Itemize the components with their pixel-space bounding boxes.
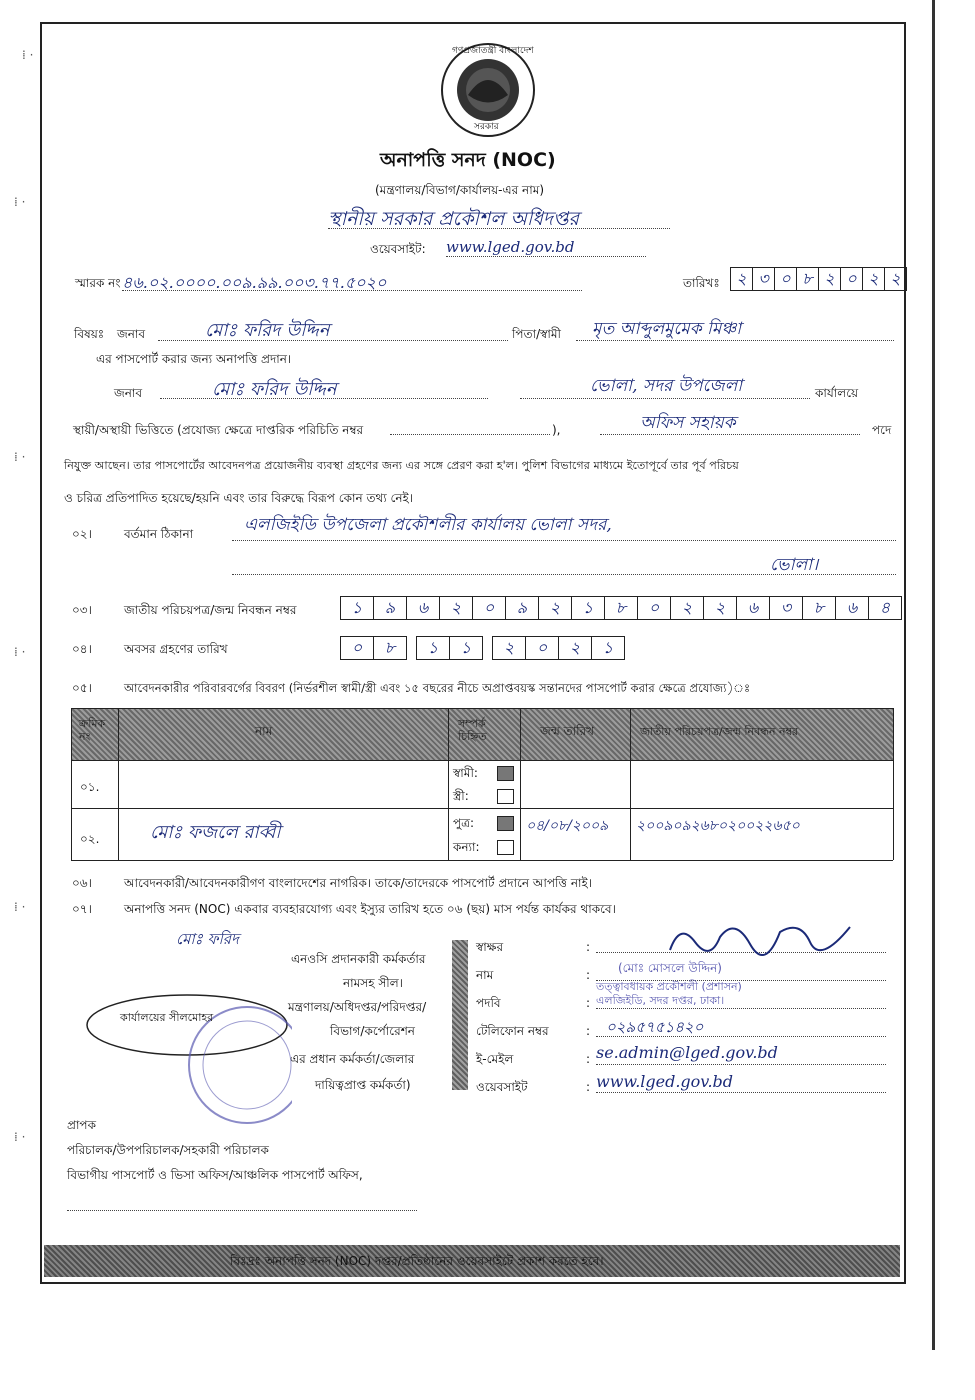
binder-mark: ⁞ ·	[14, 450, 26, 464]
issuer-note: মোঃ ফরিদ	[176, 930, 239, 948]
binder-mark: ⁞ ·	[14, 645, 26, 659]
nid-digit-box: ২	[439, 596, 473, 620]
subject-label: বিষয়ঃ	[74, 327, 105, 341]
dotted-line	[390, 434, 550, 435]
address-line-1: এলজিইডি উপজেলা প্রকৌশলীর কার্যালয় ভোলা সদর,	[244, 515, 612, 535]
table-line	[71, 808, 893, 809]
footer-note: বিঃদ্রঃ অনাপত্তি সনদ (NOC) দপ্তর/প্রতিষ্ঠানের ওয়েবসাইটে প্রকাশ করতে হবে।	[230, 1254, 604, 1268]
binder-mark: ⁞ ·	[14, 1130, 26, 1144]
date-digit-box: ২	[730, 267, 753, 291]
nid-digit-box: ২	[670, 596, 704, 620]
memo-label: স্মারক নং	[75, 276, 121, 290]
dotted-line	[158, 340, 508, 341]
father-name: মৃত আব্দুলমুমেক মিঞ্চা	[592, 319, 742, 339]
family-label: আবেদনকারীর পরিবারবর্গের বিবরণ (নির্ভরশীল স্বামী/স্ত্রী এবং ১৫ বছরের নীচে অপ্রাপ্তবয়স্ক সন্তানদের পাসপোর্ট করার ক্ষেত্রে প্রযোজ্য)ঃ	[124, 681, 751, 695]
nid-digit-box: ৮	[604, 596, 638, 620]
nid-digit-box: ৬	[736, 596, 770, 620]
row2-nid: ২০০৯০৯২৬৮০২০০২২৬৫০	[636, 818, 800, 834]
retirement-date-boxes	[340, 636, 624, 660]
dotted-line	[600, 434, 860, 435]
signature-icon	[660, 912, 860, 962]
row2-dob: ০৪/০৮/২০০৯	[526, 818, 609, 834]
field-divider	[452, 940, 468, 1090]
nid-digit-box: ১	[571, 596, 605, 620]
th-name: নাম	[255, 724, 273, 738]
designation: অফিস সহায়ক	[640, 413, 736, 433]
dotted-line	[520, 398, 810, 399]
org-name: স্থানীয় সরকার প্রকৌশল অধিদপ্তর	[328, 208, 579, 230]
field-label-website: ওয়েবসাইট	[476, 1080, 528, 1094]
table-line	[71, 760, 893, 761]
nid-digit-box: ৩	[769, 596, 803, 620]
recipient-line-2: বিভাগীয় পাসপোর্ট ও ভিসা অফিস/আঞ্চলিক পাসপোর্ট অফিস,	[67, 1168, 363, 1182]
binder-mark: ⁞ ·	[14, 900, 26, 914]
issuer-line-6: দায়িত্বপ্রাপ্ত কর্মকর্তা)	[315, 1078, 411, 1092]
row2-name: মোঃ ফজলে রাব্বী	[150, 822, 281, 843]
retirement-label: অবসর গ্রহণের তারিখ	[124, 642, 228, 656]
colon: :	[586, 1080, 591, 1094]
retirement-digit-box: ২	[492, 636, 526, 660]
field-label-email: ই-মেইল	[476, 1052, 514, 1066]
issue-date-boxes	[730, 267, 906, 291]
colon: :	[586, 940, 591, 954]
issuer-line-5: এর প্রধান কর্মকর্তা/জেলার	[290, 1052, 415, 1066]
colon: :	[586, 996, 591, 1010]
retirement-digit-box: ১	[591, 636, 625, 660]
table-line	[448, 708, 449, 860]
dotted-line	[596, 1092, 886, 1093]
dotted-line	[596, 1064, 886, 1065]
page-title: অনাপত্তি সনদ (NOC)	[380, 149, 556, 171]
office-suffix: কার্যালয়ে	[815, 386, 859, 400]
phone-value: ০২৯৫৭৫১৪২০	[606, 1018, 704, 1036]
clause6-text: আবেদনকারী/আবেদনকারীগণ বাংলাদেশের নাগরিক। তাকে/তাদেরকে পাসপোর্ট প্রদানে আপত্তি নাই।	[124, 876, 593, 890]
date-digit-box: ০	[774, 267, 797, 291]
retirement-digit-box: ০	[525, 636, 559, 660]
recipient-line-1: পরিচালক/উপপরিচালক/সহকারী পরিচালক	[67, 1143, 269, 1157]
nid-digit-box: ২	[538, 596, 572, 620]
recipient-heading: প্রাপক	[67, 1118, 96, 1132]
office-name: ভোলা, সদর উপজেলা	[590, 376, 743, 396]
row1-rel2: স্ত্রী:	[453, 789, 469, 803]
janab-label: জনাব	[117, 327, 146, 341]
nid-digit-box: ২	[703, 596, 737, 620]
nid-boxes	[340, 596, 901, 620]
field-label-phone: টেলিফোন নম্বর	[476, 1024, 549, 1038]
email-value: se.admin@lged.gov.bd	[596, 1043, 778, 1062]
date-digit-box: ২	[884, 267, 907, 291]
nid-digit-box: ৬	[835, 596, 869, 620]
website-label: ওয়েবসাইট:	[370, 242, 426, 256]
dotted-line	[122, 290, 582, 291]
post-suffix: পদে	[872, 423, 892, 437]
field-label-designation: পদবি	[476, 996, 501, 1010]
table-line	[630, 708, 631, 860]
table-line	[71, 708, 893, 709]
colon: :	[586, 968, 591, 982]
dotted-line	[328, 228, 670, 229]
table-line	[71, 860, 893, 861]
id-line-close: ),	[552, 423, 561, 437]
issuer-line-3: মন্ত্রণালয়/অধিদপ্তর/পরিদপ্তর/	[288, 1000, 427, 1014]
office-seal-label: কার্যালয়ের সীলমোহর	[120, 1011, 214, 1024]
clause7-text: অনাপত্তি সনদ (NOC) একবার ব্যবহারযোগ্য এবং ইস্যুর তারিখ হতে ০৬ (ছয়) মাস পর্যন্ত কার্যকর থাকবে।	[124, 902, 616, 916]
daughter-checkbox[interactable]	[497, 840, 514, 855]
table-line	[520, 708, 521, 860]
dotted-line	[576, 340, 894, 341]
husband-checkbox[interactable]	[497, 766, 514, 781]
website-value: www.lged.gov.bd	[446, 238, 575, 256]
issuer-line-4: বিভাগ/কর্পোরেশন	[330, 1024, 415, 1038]
family-num: ০৫।	[72, 681, 92, 695]
nid-digit-box: ৬	[406, 596, 440, 620]
retirement-digit-box: ১	[416, 636, 450, 660]
retirement-digit-box: ০	[340, 636, 374, 660]
seal-top-text: গণপ্রজাতন্ত্রী বাংলাদেশ	[452, 46, 534, 56]
body-line-3: নিযুক্ত আছেন। তার পাসপোর্টের আবেদনপত্র প্রয়োজনীয় ব্যবস্থা গ্রহণের জন্য এর সঙ্গে প্রেরণ করা হ'ল। পুলিশ বিভাগের মাধ্যমে ইতোপূর্বে তার পূর্ব পরিচয়	[64, 459, 739, 472]
clause6-num: ০৬।	[72, 876, 92, 890]
nid-digit-box: ০	[472, 596, 506, 620]
retirement-digit-box: ১	[449, 636, 483, 660]
nid-digit-box: ৮	[802, 596, 836, 620]
dotted-line	[232, 540, 896, 541]
date-digit-box: ২	[818, 267, 841, 291]
date-digit-box: ০	[840, 267, 863, 291]
address-line-2: ভোলা।	[770, 555, 819, 575]
id-line-prefix: স্থায়ী/অস্থায়ী ভিত্তিতে (প্রযোজ্য ক্ষেত্রে দাপ্তরিক পরিচিতি নম্বর	[73, 423, 364, 437]
memo-value: ৪৬.০২.০০০০.০০৯.৯৯.০০৩.৭৭.৫০২০	[122, 273, 387, 292]
table-line	[893, 708, 894, 860]
row2-serial: ০২.	[80, 832, 100, 846]
subject-purpose: এর পাসপোর্ট করার জন্য অনাপত্তি প্রদান।	[96, 352, 292, 366]
nid-digit-box: ৯	[505, 596, 539, 620]
clause7-num: ০৭।	[72, 902, 92, 916]
table-line	[71, 708, 72, 860]
father-label: পিতা/স্বামী	[512, 327, 561, 341]
page-edge-line	[932, 0, 935, 1350]
th-relation: সম্পর্ক চিহ্নিত	[458, 717, 487, 743]
seal-bottom-text: সরকার	[474, 122, 499, 132]
son-checkbox[interactable]	[497, 816, 514, 831]
retirement-num: ০৪।	[72, 642, 92, 656]
nid-digit-box: ১	[340, 596, 374, 620]
applicant-name-2: মোঃ ফরিদ উদ্দিন	[212, 379, 337, 400]
nid-label: জাতীয় পরিচয়পত্র/জন্ম নিবন্ধন নম্বর	[124, 603, 297, 617]
address-num: ০২।	[72, 527, 92, 541]
binder-mark: ⁞ ·	[22, 48, 34, 62]
dotted-line	[446, 256, 646, 257]
row1-serial: ০১.	[80, 780, 100, 794]
th-serial: ক্রমিক নং	[79, 717, 106, 743]
date-digit-box: ৩	[752, 267, 775, 291]
issuer-line-2: নামসহ সীল।	[343, 976, 403, 990]
th-nid: জাতীয় পরিচয়পত্র/জন্ম নিবন্ধন নম্বর	[640, 725, 799, 738]
row2-rel2: কন্যা:	[453, 840, 480, 854]
officer-office-stamp: এলজিইডি, সদর দপ্তর, ঢাকা।	[596, 994, 725, 1007]
issuer-line-1: এনওসি প্রদানকারী কর্মকর্তার	[291, 952, 426, 966]
janab-label-2: জনাব	[114, 386, 143, 400]
page-subtitle: (মন্ত্রণালয়/বিভাগ/কার্যালয়-এর নাম)	[375, 183, 545, 197]
date-digit-box: ২	[862, 267, 885, 291]
wife-checkbox[interactable]	[497, 789, 514, 804]
applicant-name: মোঃ ফরিদ উদ্দিন	[205, 320, 330, 341]
nid-digit-box: ৯	[373, 596, 407, 620]
nid-digit-box: ৪	[868, 596, 902, 620]
date-digit-box: ৮	[796, 267, 819, 291]
body-line-4: ও চরিত্র প্রতিপাদিত হয়েছে/হয়নি এবং তার বিরুদ্ধে বিরূপ কোন তথ্য নেই।	[64, 491, 414, 505]
field-label-signature: স্বাক্ষর	[476, 940, 504, 954]
office-seal-stamp-icon	[82, 985, 292, 1125]
retirement-digit-box: ২	[558, 636, 592, 660]
binder-mark: ⁞ ·	[14, 195, 26, 209]
website-field-value: www.lged.gov.bd	[596, 1072, 734, 1091]
dotted-line	[232, 574, 896, 575]
nid-digit-box: ০	[637, 596, 671, 620]
colon: :	[586, 1024, 591, 1038]
retirement-digit-box: ৮	[373, 636, 407, 660]
address-label: বর্তমান ঠিকানা	[124, 527, 194, 541]
table-line	[118, 708, 119, 860]
officer-name-stamp: (মোঃ মোসলে উদ্দিন)	[618, 961, 722, 975]
th-dob: জন্ম তারিখ	[540, 724, 595, 738]
nid-num: ০৩।	[72, 603, 92, 617]
dotted-line	[160, 398, 488, 399]
dotted-line	[67, 1210, 417, 1211]
officer-designation-stamp: তত্ত্বাবধায়ক প্রকৌশলী (প্রশাসন)	[596, 980, 742, 993]
colon: :	[586, 1052, 591, 1066]
row2-rel1: পুত্র:	[453, 816, 475, 830]
field-label-name: নাম	[476, 968, 494, 982]
row1-rel1: স্বামী:	[453, 766, 478, 780]
date-label: তারিখঃ	[683, 276, 720, 290]
